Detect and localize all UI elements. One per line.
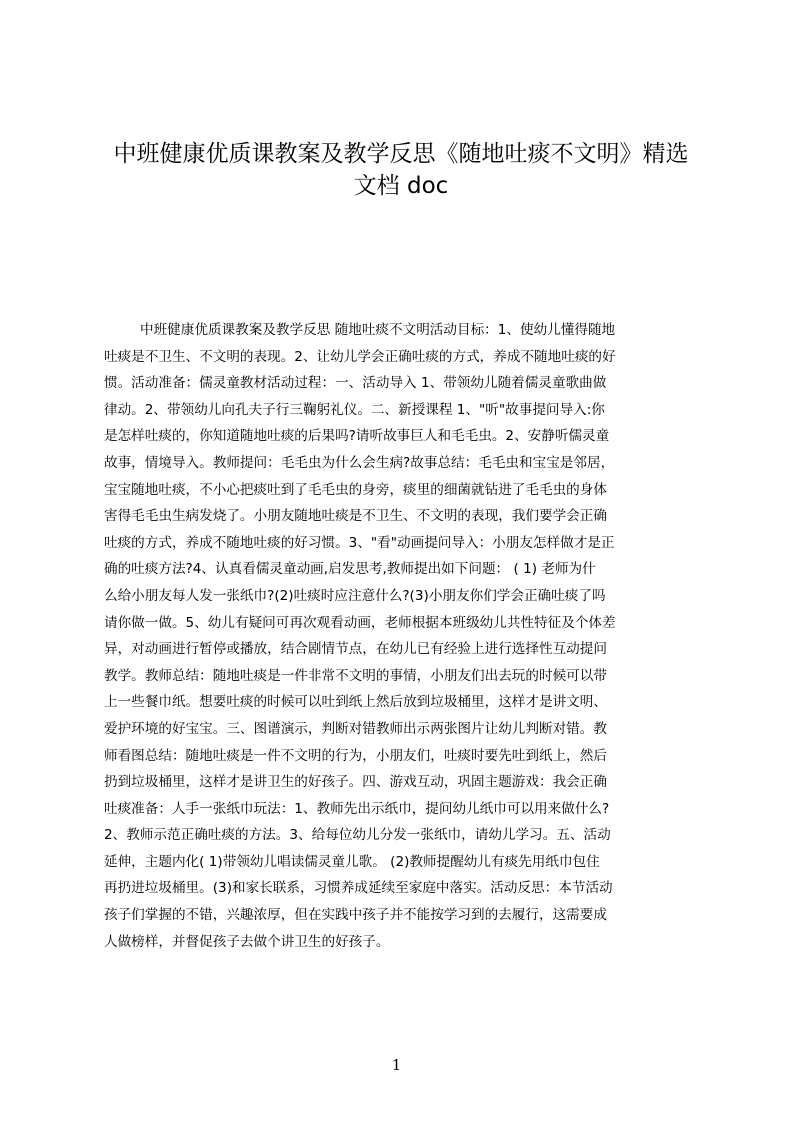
body-line: 宝宝随地吐痰，不小心把痰吐到了毛毛虫的身旁，痰里的细菌就钻进了毛毛虫的身体 [104,481,607,498]
body-line: 么给小朋友每人发一张纸巾?(2)吐痰时应注意什么?(3)小朋友你们学会正确吐痰了吗 [104,587,606,604]
body-line: 律动。2、带领幼儿向孔夫子行三鞠躬礼仪。二、新授课程 1、"听"故事提问导入:你 [104,401,605,418]
body-line: 教学。教师总结：随地吐痰是一件非常不文明的事情，小朋友们出去玩的时候可以带 [104,667,607,684]
body-line: 故事，情境导入。教师提问：毛毛虫为什么会生病?故事总结：毛毛虫和宝宝是邻居， [104,454,615,471]
body-line: 吐痰准备：人手一张纸巾玩法：1、教师先出示纸巾，提问幼儿纸巾可以用来做什么? [104,800,610,817]
body-line: 吐痰是不卫生、不文明的表现。2、让幼儿学会正确吐痰的方式，养成不随地吐痰的好 [104,348,616,365]
body-line: 扔到垃圾桶里，这样才是讲卫生的好孩子。四、游戏互动，巩固主题游戏：我会正确 [104,774,607,791]
page-number: 1 [391,1056,402,1074]
body-line: 孩子们掌握的不错，兴趣浓厚，但在实践中孩子并不能按学习到的去履行，这需要成 [104,907,607,924]
document-body [104,317,698,957]
body-line: 人做榜样，并督促孩子去做个讲卫生的好孩子。 [104,933,390,950]
body-line: 吐痰的方式，养成不随地吐痰的好习惯。3、"看"动画提问导入：小朋友怎样做才是正 [104,534,615,551]
body-line: 师看图总结：随地吐痰是一件不文明的行为，小朋友们，吐痰时要先吐到纸上，然后 [104,747,607,764]
body-line: 是怎样吐痰的，你知道随地吐痰的后果吗?请听故事巨人和毛毛虫。2、安静听儒灵童 [104,428,610,445]
document-title [104,138,698,202]
body-line: 确的吐痰方法?4、认真看儒灵童动画,启发思考,教师提出如下问题： ( 1) 老师为什 [104,561,596,578]
body-line: 延伸，主题内化( 1)带领幼儿唱读儒灵童儿歌。 (2)教师提醒幼儿有痰先用纸巾包住 [104,853,600,870]
body-line: 2、教师示范正确吐痰的方法。3、给每位幼儿分发一张纸巾，请幼儿学习。五、活动 [104,827,611,844]
body-line: 上一些餐巾纸。想要吐痰的时候可以吐到纸上然后放到垃圾桶里，这样才是讲文明、 [104,694,607,711]
title-line-2: 文档 doc [353,173,449,199]
body-line: 惯。活动准备：儒灵童教材活动过程：一、活动导入 1、带领幼儿随着儒灵童歌曲做 [104,375,607,392]
body-line: 请你做一做。5、幼儿有疑问可再次观看动画，老师根据本班级幼儿共性特征及个体差 [104,614,616,631]
body-line: 害得毛毛虫生病发烧了。小朋友随地吐痰是不卫生、不文明的表现，我们要学会正确 [104,508,607,525]
body-line: 异，对动画进行暂停或播放，结合剧情节点，在幼儿已有经验上进行选择性互动提问 [104,641,607,658]
body-line: 再扔进垃圾桶里。(3)和家长联系，习惯养成延续至家庭中落实。活动反思：本节活动 [104,880,613,897]
title-line-1: 中班健康优质课教案及教学反思《随地吐痰不文明》精选 [113,141,689,167]
body-line: 爱护环境的好宝宝。三、图谱演示，判断对错教师出示两张图片让幼儿判断对错。教 [104,720,607,737]
body-line: 中班健康优质课教案及教学反思 随地吐痰不文明活动目标：1、使幼儿懂得随地 [140,322,616,338]
